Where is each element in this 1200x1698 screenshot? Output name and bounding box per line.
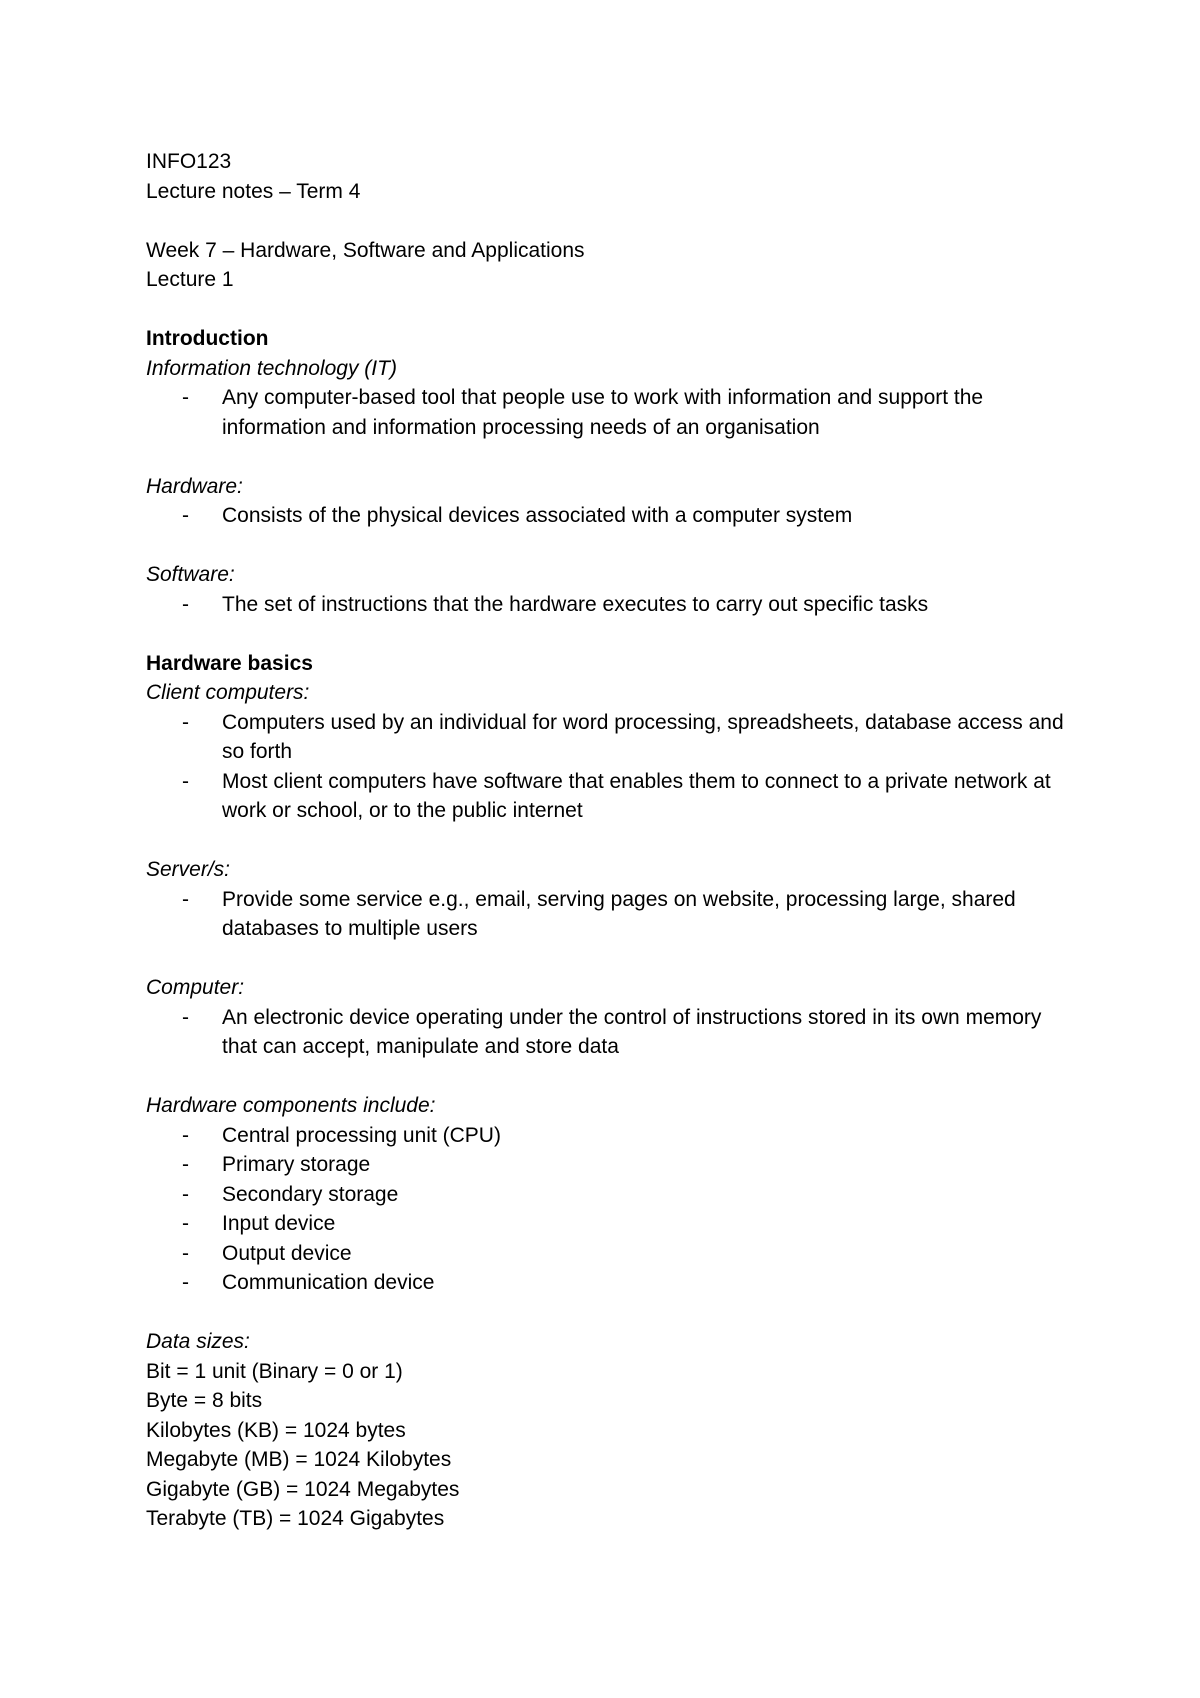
components-label: Hardware components include: [146, 1094, 436, 1117]
software-label: Software: [146, 563, 235, 586]
server-definition: Provide some service e.g., email, serving pages on website, processing large, shared databases to multiple users [222, 887, 1016, 940]
bullet-marker: - [182, 887, 189, 911]
list-item [146, 1150, 1076, 1180]
bullet-marker: - [182, 710, 189, 734]
list-item [146, 383, 1076, 442]
bullet-marker: - [182, 592, 189, 616]
bullet-marker: - [182, 1123, 189, 1147]
client-bullet-2: Most client computers have software that enables them to connect to a private network at work or school, or to the public internet [222, 769, 1051, 822]
hardware-definition: Consists of the physical devices associated with a computer system [222, 504, 853, 527]
document-subtitle: Lecture notes – Term 4 [146, 179, 361, 203]
list-item [146, 1003, 1076, 1062]
component-item: Primary storage [222, 1153, 371, 1176]
computer-definition: An electronic device operating under the control of instructions stored in its own memory that can accept, manipulate and store data [222, 1005, 1042, 1058]
server-label: Server/s: [146, 858, 231, 881]
client-computers-label: Client computers: [146, 681, 310, 704]
software-definition: The set of instructions that the hardware executes to carry out specific tasks [222, 592, 929, 616]
list-item [146, 1209, 1076, 1239]
data-sizes-label: Data sizes: [146, 1330, 250, 1353]
bullet-marker: - [182, 386, 189, 409]
hardware-label: Hardware: [146, 474, 243, 498]
component-item: Communication device [222, 1271, 435, 1294]
component-item: Central processing unit (CPU) [222, 1123, 501, 1147]
client-bullet-1: Computers used by an individual for word processing, spreadsheets, database access and so forth [222, 710, 1064, 763]
data-size-line: Gigabyte (GB) = 1024 Megabytes [146, 1477, 460, 1501]
it-definition: Any computer-based tool that people use to work with information and support the information and information processing needs of an organisation [222, 386, 984, 439]
data-size-line: Terabyte (TB) = 1024 Gigabytes [146, 1507, 445, 1530]
list-item [146, 501, 1076, 531]
component-item: Secondary storage [222, 1182, 399, 1206]
data-size-line: Kilobytes (KB) = 1024 bytes [146, 1418, 406, 1442]
bullet-marker: - [182, 1271, 189, 1294]
list-item [146, 708, 1076, 767]
list-item [146, 1239, 1076, 1269]
computer-label: Computer: [146, 976, 245, 999]
week-title: Week 7 – Hardware, Software and Applications [146, 238, 585, 262]
course-code: INFO123 [146, 150, 232, 173]
bullet-marker: - [182, 1241, 189, 1265]
data-size-line: Megabyte (MB) = 1024 Kilobytes [146, 1448, 452, 1471]
list-item [146, 767, 1076, 826]
bullet-marker: - [182, 1182, 189, 1206]
list-item [146, 590, 1076, 620]
bullet-marker: - [182, 769, 189, 793]
lecture-number: Lecture 1 [146, 268, 234, 291]
bullet-marker: - [182, 504, 189, 527]
it-label: Information technology (IT) [146, 356, 397, 380]
data-size-line: Bit = 1 unit (Binary = 0 or 1) [146, 1359, 403, 1383]
bullet-marker: - [182, 1153, 189, 1176]
list-item [146, 1180, 1076, 1210]
bullet-marker: - [182, 1212, 189, 1235]
list-item [146, 1268, 1076, 1298]
list-item [146, 885, 1076, 944]
data-size-line: Byte = 8 bits [146, 1389, 263, 1412]
section-heading-hardware-basics: Hardware basics [146, 651, 313, 675]
document-body [146, 147, 1076, 1534]
component-item: Input device [222, 1212, 336, 1235]
section-heading-introduction: Introduction [146, 327, 269, 350]
bullet-marker: - [182, 1005, 189, 1029]
list-item [146, 1121, 1076, 1151]
component-item: Output device [222, 1241, 352, 1265]
